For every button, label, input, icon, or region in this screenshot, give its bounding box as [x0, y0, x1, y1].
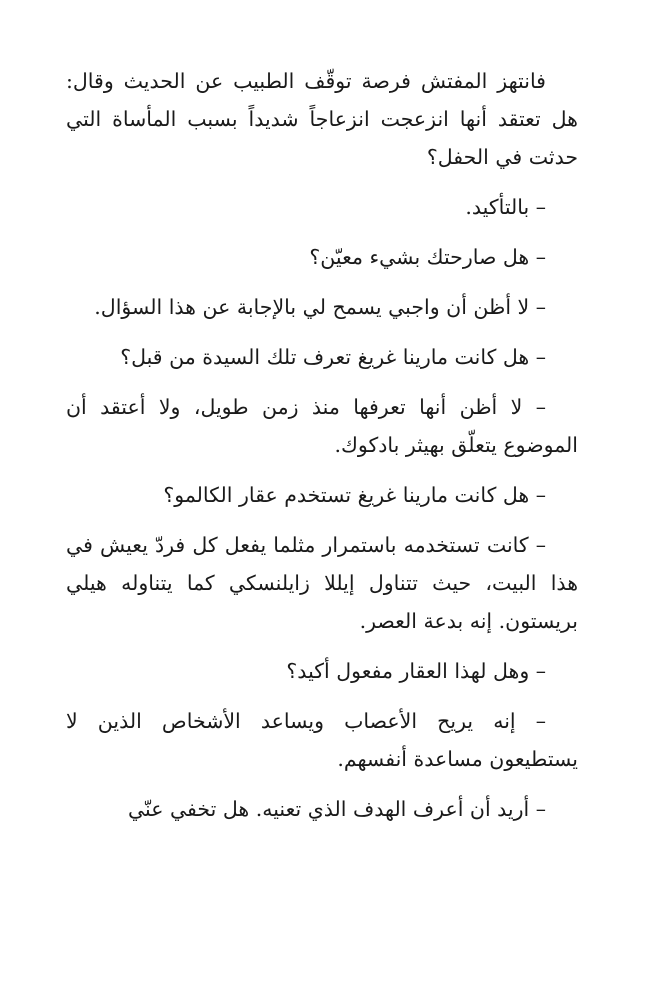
paragraph-6: – لا أظن أنها تعرفها منذ زمن طويل، ولا أعتقد أن الموضوع يتعلّق بهيثر بادكوك. [66, 395, 578, 457]
page-text [66, 62, 578, 828]
paragraph-1: فانتهز المفتش فرصة توقّف الطبيب عن الحديث وقال: هل تعتقد أنها انزعجت انزعاجاً شديداً بسبب المأساة التي حدثت في الحفل؟ [66, 69, 578, 169]
paragraph-2: – بالتأكيد. [465, 195, 546, 219]
paragraph-9: – وهل لهذا العقار مفعول أكيد؟ [286, 659, 546, 683]
paragraph-11: – أريد أن أعرف الهدف الذي تعنيه. هل تخفي عنّي [127, 797, 546, 821]
paragraph-3: – هل صارحتك بشيء معيّن؟ [309, 245, 546, 269]
paragraph-10: – إنه يريح الأعصاب ويساعد الأشخاص الذين لا يستطيعون مساعدة أنفسهم. [66, 709, 578, 771]
paragraph-5: – هل كانت مارينا غريغ تعرف تلك السيدة من قبل؟ [120, 345, 546, 369]
paragraph-4: – لا أظن أن واجبي يسمح لي بالإجابة عن هذا السؤال. [94, 295, 546, 319]
paragraph-7: – هل كانت مارينا غريغ تستخدم عقار الكالمو؟ [163, 483, 546, 507]
paragraph-8: – كانت تستخدمه باستمرار مثلما يفعل كل فردّ يعيش في هذا البيت، حيث تتناول إيللا زايلنسكي كما يتناوله هيلي بريستون. إنه بدعة العصر. [66, 533, 578, 633]
